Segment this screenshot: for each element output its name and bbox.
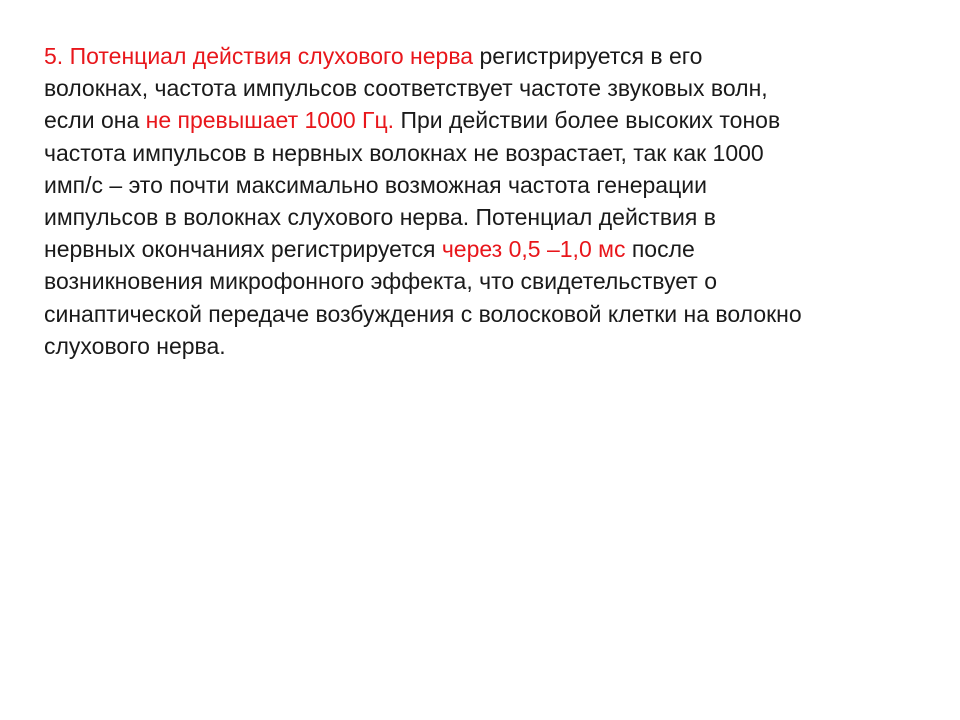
text-line [44,104,944,136]
text-line: частота импульсов в нервных волокнах не возрастает, так как 1000 [44,139,764,166]
text-fragment: При действии более высоких тонов [394,107,781,134]
slide-body-text [44,40,944,362]
text-fragment: регистрируется в его [473,43,703,69]
text-line: слухового нерва. [44,332,226,359]
text-fragment: после [625,236,695,263]
text-line: имп/с – это почти максимально возможная частота генерации [44,171,707,198]
text-line: синаптической передаче возбуждения с волосковой клетки на волокно [44,300,802,327]
text-line: возникновения микрофонного эффекта, что свидетельствует о [44,268,718,295]
highlighted-text: 5. Потенциал действия слухового нерва [44,43,474,69]
text-line: импульсов в волокнах слухового нерва. Потенциал действия в [44,204,716,231]
text-fragment: нервных окончаниях регистрируется [44,236,442,263]
text-line [44,233,944,265]
text-fragment: если она [44,107,146,134]
highlighted-text: не превышает 1000 Гц. [145,107,395,134]
text-line: волокнах, частота импульсов соответствует частоте звуковых волн, [44,75,768,102]
highlighted-text: через 0,5 –1,0 мс [441,236,626,263]
text-line [44,40,944,72]
